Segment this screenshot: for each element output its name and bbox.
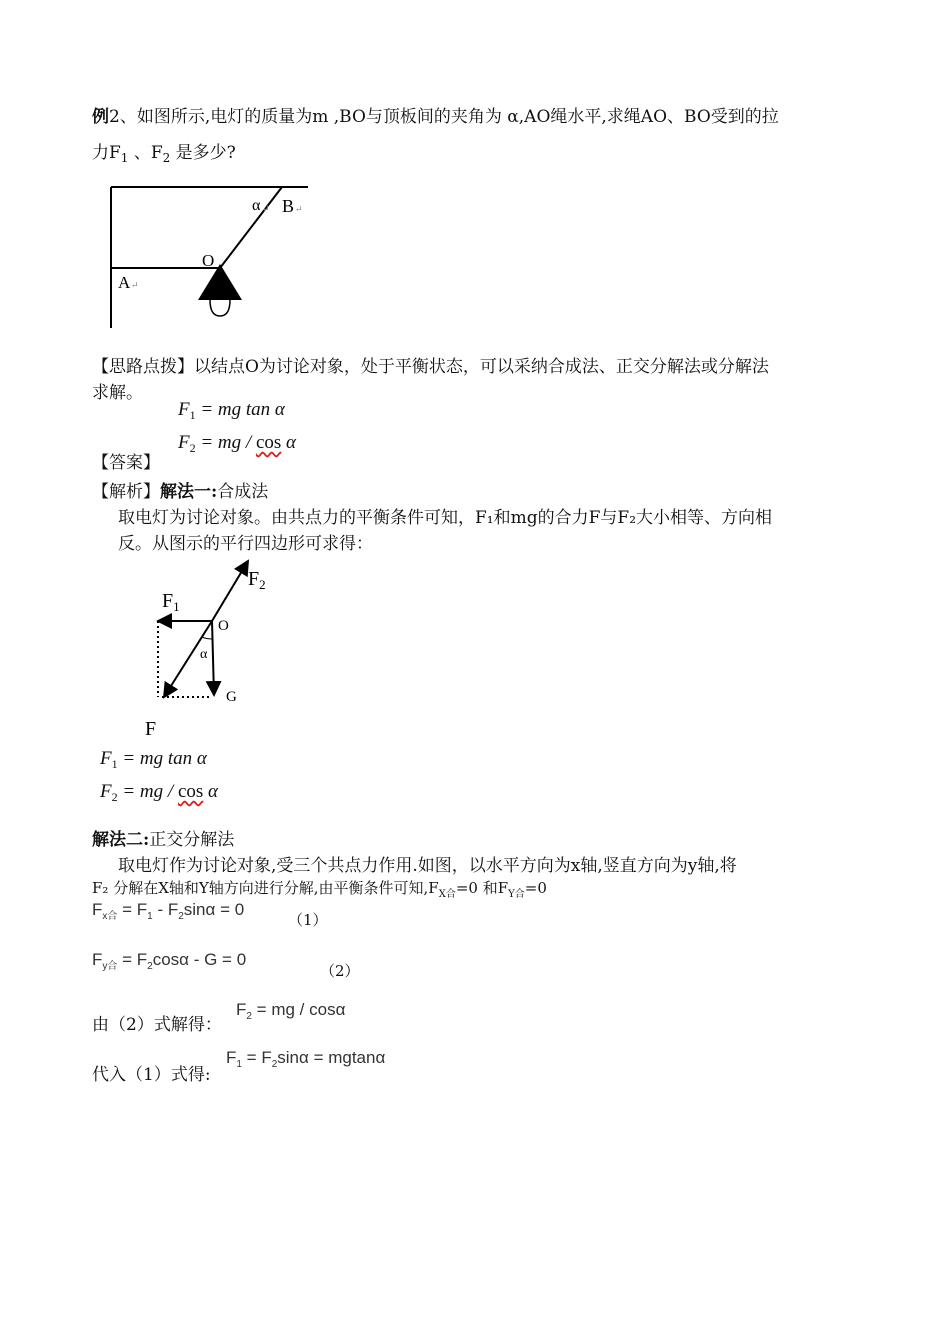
analysis-label: 【解析】 — [92, 482, 160, 502]
eq-sub: 2 — [111, 790, 118, 804]
method2-para-2 — [92, 877, 547, 900]
label-G: G — [226, 689, 237, 705]
problem-line-1 — [92, 102, 779, 127]
eq-sub2: 2 — [271, 1059, 278, 1070]
method2-eq-1-number: （1） — [288, 911, 328, 929]
label-mark-3: ↵ — [131, 280, 139, 290]
eq-sub: 1 — [189, 408, 196, 422]
eq-sub: 1 — [236, 1059, 242, 1070]
figure-lamp-setup — [100, 180, 320, 332]
problem-text-2b: 、F — [128, 143, 163, 163]
problem-text-1: 2、如图所示,电灯的质量为m ,BO与顶板间的夹角为 α,AO绳水平,求绳AO、BO受到的拉 — [109, 107, 779, 127]
method1-title: 解法一: — [160, 482, 218, 502]
answer-eq-1 — [178, 399, 285, 423]
eq-symbol: F — [178, 432, 190, 453]
eq-symbol: F — [100, 748, 112, 769]
eq-rhs: = F — [117, 950, 148, 969]
problem-text-2c: 是多少? — [170, 143, 236, 163]
problem-sub-2: 2 — [162, 151, 171, 165]
eq-rhs-sub1: 2 — [147, 961, 153, 972]
method2-eq-2 — [92, 950, 246, 972]
label-alpha: α — [200, 647, 208, 662]
lamp-bulb — [210, 300, 230, 316]
eq-lhs: F — [92, 950, 103, 969]
eq-rest: = mg / cosα — [251, 1000, 346, 1019]
problem-line-2 — [92, 138, 236, 165]
problem-sub-1: 1 — [120, 151, 129, 165]
arrow-G — [212, 621, 214, 695]
answer-eq-2 — [178, 432, 296, 456]
eq-rest-b: α — [203, 781, 218, 802]
figure-force-diagram — [140, 555, 290, 745]
label-F2: $F_2$ — [248, 568, 266, 592]
solve-label: 由（2）式解得： — [92, 1015, 222, 1035]
angle-arc — [202, 637, 213, 639]
label-B: B — [282, 196, 295, 216]
eq-rest: = mg / — [117, 781, 178, 802]
eq-rest: = mg tan α — [195, 399, 285, 420]
analysis-header — [92, 477, 268, 502]
label-alpha: α — [252, 197, 261, 214]
problem-text-2a: 力F — [92, 143, 121, 163]
method1-eq-2 — [100, 781, 218, 805]
example-label: 例 — [92, 107, 109, 127]
eq-rest: = mg tan α — [117, 748, 207, 769]
eq-cos: cos — [177, 781, 204, 802]
eq-lhs-sub: x合 — [102, 911, 118, 922]
eq-sub: 2 — [246, 1011, 252, 1022]
eq-rhs2: - F — [152, 900, 179, 919]
method2-eq-2-number: （2） — [320, 962, 360, 980]
rope-BO — [220, 187, 282, 268]
hint-line-2: 求解。 — [92, 383, 143, 403]
method2-para-2c: =0 — [524, 879, 547, 897]
analysis-para-2: 反。从图示的平行四边形可求得： — [118, 534, 373, 554]
label-mark-1: ↵ — [262, 204, 270, 214]
method2-title: 解法二: — [92, 830, 150, 850]
substitute-eq — [226, 1048, 385, 1070]
answer-label: 【答案】 — [92, 453, 160, 473]
hint-label: 【思路点拨】 — [92, 357, 194, 377]
eq-rhs-sub1: 1 — [147, 911, 153, 922]
eq-symbol: F — [100, 781, 112, 802]
label-F1: $F_1$ — [162, 590, 180, 614]
eq-rhs-sub2: 2 — [178, 911, 184, 922]
eq-symbol: F — [226, 1048, 237, 1067]
eq-rhs: = F — [117, 900, 148, 919]
eq-symbol: F — [236, 1000, 247, 1019]
eq-symbol: F — [178, 399, 190, 420]
eq-lhs-sub: y合 — [102, 961, 118, 972]
method2-eq-1 — [92, 900, 244, 922]
eq-rest-b: α — [281, 432, 296, 453]
eq-rest: = mg / — [195, 432, 256, 453]
method2-para-2a: F₂ 分解在X轴和Y轴方向进行分解,由平衡条件可知,F — [92, 879, 439, 897]
hint-line-1 — [92, 352, 769, 377]
eq-sub: 2 — [189, 441, 196, 455]
eq-rhs2: cosα - G = 0 — [152, 950, 247, 969]
method2-sub-y: Y合 — [508, 889, 525, 900]
label-O: O — [202, 251, 215, 270]
analysis-para-1: 取电灯为讨论对象。由共点力的平衡条件可知，F₁和mg的合力F与F₂大小相等、方向相 — [118, 508, 773, 528]
method2-sub-x: X合 — [438, 889, 456, 900]
eq-cos: cos — [255, 432, 282, 453]
method2-header — [92, 825, 234, 850]
label-A: A — [118, 273, 131, 292]
eq-mid: = F — [241, 1048, 272, 1067]
eq-lhs: F — [92, 900, 103, 919]
eq-sub: 1 — [111, 757, 118, 771]
method1-name: 合成法 — [217, 482, 269, 502]
arrow-F2 — [212, 561, 248, 621]
substitute-label: 代入（1）式得: — [92, 1065, 211, 1085]
label-mark-2: ↵ — [295, 204, 303, 214]
solve-eq — [236, 1000, 345, 1022]
method2-para-1: 取电灯作为讨论对象,受三个共点力作用.如图，以水平方向为x轴,竖直方向为y轴,将 — [118, 856, 737, 876]
eq-rest: sinα = mgtanα — [277, 1048, 386, 1067]
label-F: F — [145, 718, 157, 740]
label-O: O — [218, 618, 229, 634]
method1-eq-1 — [100, 748, 207, 772]
eq-rhs3: sinα = 0 — [183, 900, 245, 919]
method2-name: 正交分解法 — [149, 830, 235, 850]
method2-para-2b: =0 和F — [455, 879, 509, 897]
hint-text: 以结点O为讨论对象，处于平衡状态，可以采纳合成法、正交分解法或分解法 — [194, 357, 769, 377]
